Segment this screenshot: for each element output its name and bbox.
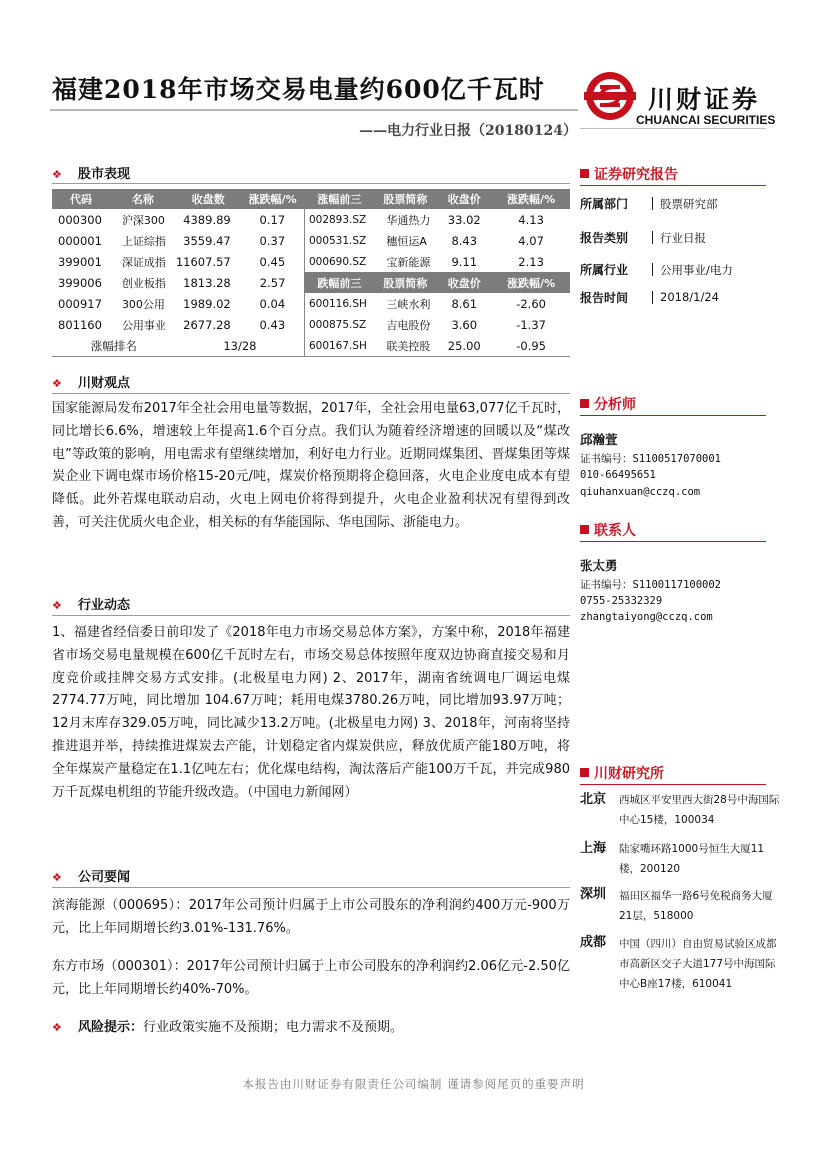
section-company-label: 公司要闻: [78, 870, 131, 885]
table-row: [52, 230, 570, 251]
contact-phone: 0755-25332329: [580, 595, 663, 607]
square-bullet-icon: [580, 768, 589, 777]
section-view-heading: [52, 372, 130, 390]
rank-value: 13/28: [176, 335, 305, 357]
page-footer: 本报告由川财证券有限责任公司编制 谨请参阅尾页的重要声明: [242, 1077, 585, 1091]
office-address: 西城区平安里西大街28号中海国际中心15楼，100034: [619, 794, 780, 826]
report-subtitle: ——电力行业日报（20180124）: [359, 123, 577, 139]
contact-email[interactable]: zhangtaiyong@cczq.com: [580, 611, 713, 623]
diamond-bullet-icon: ❖: [52, 599, 62, 612]
office-address: 中国（四川）自由贸易试验区成都市高新区交子大道177号中海国际中心B座17楼，610041: [619, 938, 777, 990]
risk-warning: [52, 1016, 403, 1035]
sidebar-divider: [580, 415, 766, 416]
sidebar-contact-heading: [580, 520, 636, 540]
table-header-row: [52, 189, 570, 209]
table-cell: -1.37: [516, 317, 546, 332]
chuancai-logo-icon: [580, 70, 640, 122]
table-header: 涨跌幅/%: [492, 189, 570, 209]
section-divider: [52, 183, 570, 184]
table-header: 收盘价: [436, 189, 492, 209]
risk-text: 行业政策实施不及预期；电力需求不及预期。: [143, 1020, 404, 1035]
table-cell: 600167.SH: [304, 335, 374, 357]
report-title: 福建2018年市场交易电量约600亿千瓦时: [52, 75, 545, 104]
analyst-cert: 证书编号：S1100517070001: [580, 453, 722, 465]
office-city: 北京: [580, 792, 607, 807]
table-header: 收盘数: [176, 189, 241, 209]
table-cell: 三峡水利: [386, 297, 431, 311]
table-cell: 0.43: [259, 317, 286, 332]
table-cell: 002893.SZ: [304, 209, 374, 230]
table-cell: 公用事业: [121, 318, 166, 332]
table-cell: 沪深300: [121, 213, 165, 227]
table-cell: 3.60: [451, 317, 478, 332]
office-address: 陆家嘴环路1000号恒生大厦11楼，200120: [619, 843, 765, 875]
sidebar-analyst-heading: [580, 394, 636, 414]
meta-value: 股票研究部: [660, 197, 718, 211]
table-cell: 25.00: [436, 335, 492, 357]
table-cell: 000917: [58, 296, 102, 311]
table-row: [52, 335, 570, 357]
table-row: [52, 251, 570, 272]
table-cell: 0.17: [259, 212, 286, 227]
meta-key: 报告时间: [580, 291, 629, 305]
meta-key: 所属行业: [580, 263, 629, 277]
table-cell: -0.95: [492, 335, 570, 357]
meta-value: 公用事业/电力: [660, 263, 733, 277]
table-cell: 0.04: [259, 296, 286, 311]
table-cell: 华通热力: [386, 213, 431, 227]
table-row: [52, 272, 570, 293]
table-cell: 000300: [58, 212, 102, 227]
section-divider: [52, 393, 570, 394]
table-cell: 8.61: [451, 296, 478, 311]
sidebar-institute-heading: [580, 763, 664, 783]
analyst-phone: 010-66495651: [580, 469, 656, 481]
meta-separator: [652, 291, 653, 304]
table-cell: 创业板指: [121, 276, 166, 290]
meta-value: 2018/1/24: [660, 290, 719, 304]
meta-separator: [652, 197, 653, 210]
table-cell: 11607.57: [175, 254, 231, 269]
sidebar-divider: [580, 185, 766, 186]
table-row: [52, 209, 570, 230]
office-city: 成都: [580, 935, 607, 950]
diamond-bullet-icon: ❖: [52, 168, 62, 181]
logo-divider: [580, 128, 766, 129]
table-row: [52, 293, 570, 314]
sidebar-divider: [580, 784, 766, 785]
table-cell: 3559.47: [183, 233, 231, 248]
section-divider: [52, 615, 570, 616]
risk-label: 风险提示：: [78, 1020, 144, 1035]
table-cell: 000875.SZ: [304, 314, 374, 335]
table-cell: 穗恒运A: [386, 234, 427, 248]
table-header: 股票简称: [374, 189, 436, 209]
office-city: 深圳: [580, 887, 607, 902]
industry-paragraph: 1、福建省经信委日前印发了《2018年电力市场交易总体方案》，方案中称，2018年福建省市场交易电量规模在600亿千瓦时左右，市场交易总体按照年度双边协商直接交易和月度竞价或挂牌交易方式安排。(北极星电力网) 2、2017年，湖南省统调电厂调运电煤 2774.77万吨，同比增加 104.67万吨；耗用电煤3780.26万吨，同比增加93.97万吨；12月末库存329.05万吨，同比减少13.2万吨。(北极星电力网) 3、2018年，河南将坚持推进退并举，持续推进煤炭去产能，计划稳定省内煤炭供应，释放优质产能180万吨，将全年煤炭产量稳定在1.1亿吨左右；优化煤电结构，淘汰落后产能100万千瓦，并完成980万千瓦煤电机组的节能升级改造。（中国电力新闻网）: [52, 625, 570, 800]
market-table: [52, 189, 570, 357]
table-cell: 2.57: [259, 275, 286, 290]
table-cell: 399001: [58, 254, 102, 269]
table-row: [52, 314, 570, 335]
section-divider: [52, 887, 570, 888]
square-bullet-icon: [580, 169, 589, 178]
table-cell: 2677.28: [183, 317, 231, 332]
table-header: 代码: [52, 189, 110, 209]
sidebar-divider: [580, 541, 766, 542]
analyst-name: 邱瀚萱: [580, 432, 618, 447]
section-industry-label: 行业动态: [78, 598, 131, 613]
header-divider: [50, 109, 578, 111]
table-cell: 4389.89: [183, 212, 231, 227]
analyst-email[interactable]: qiuhanxuan@cczq.com: [580, 486, 701, 498]
rank-label: 涨幅排名: [52, 335, 176, 357]
table-cell: 1813.28: [183, 275, 231, 290]
diamond-bullet-icon: ❖: [52, 1021, 62, 1034]
table-cell: 000690.SZ: [304, 251, 374, 272]
table-cell: 宝新能源: [386, 255, 431, 269]
section-market-label: 股市表现: [78, 167, 131, 182]
meta-key: 报告类别: [580, 231, 629, 245]
table-cell: 000001: [58, 233, 102, 248]
table-cell: 000531.SZ: [304, 230, 374, 251]
table-cell: 600116.SH: [304, 293, 374, 314]
sidebar-contact-label: 联系人: [594, 523, 636, 539]
office-city: 上海: [580, 841, 607, 856]
table-cell: 吉电股份: [386, 318, 431, 332]
table-header: 涨幅前三: [304, 189, 374, 209]
table-cell: 4.13: [518, 212, 544, 227]
table-cell: 399006: [58, 275, 102, 290]
office-address: 福田区福华一路6号免税商务大厦21层，518000: [619, 890, 773, 922]
table-cell: 2.13: [518, 254, 544, 269]
meta-separator: [652, 231, 653, 244]
table-cell: 0.45: [259, 254, 286, 269]
section-company-heading: [52, 866, 130, 884]
meta-separator: [652, 263, 653, 276]
section-industry-heading: [52, 594, 130, 612]
table-cell: 0.37: [259, 233, 286, 248]
table-cell: 1989.02: [183, 296, 231, 311]
table-cell: 8.43: [451, 233, 478, 248]
table-cell: 上证综指: [121, 234, 166, 248]
table-header: 名称: [110, 189, 176, 209]
company-news-1: 滨海能源（000695）：2017年公司预计归属于上市公司股东的净利润约400万元-900万元，比上年同期增长约3.01%-131.76%。: [52, 898, 570, 936]
table-cell: 联美控股: [374, 335, 436, 357]
sidebar-analyst-label: 分析师: [594, 397, 636, 413]
company-news-2: 东方市场（000301）：2017年公司预计归属于上市公司股东的净利润约2.06亿元-2.50亿元，比上年同期增长约40%-70%。: [52, 959, 570, 997]
sidebar-report-heading: [580, 164, 678, 184]
table-subheader: 收盘价: [436, 272, 492, 293]
table-cell: 300公用: [121, 297, 165, 311]
table-cell: 9.11: [451, 254, 478, 269]
square-bullet-icon: [580, 525, 589, 534]
table-cell: 801160: [58, 317, 102, 332]
table-cell: 4.07: [518, 233, 544, 248]
table-cell: -2.60: [516, 296, 546, 311]
brand-name-en: CHUANCAI SECURITIES: [636, 113, 776, 127]
table-header: 涨跌幅/%: [241, 189, 305, 209]
section-market-heading: [52, 163, 130, 181]
table-subheader: 股票简称: [374, 272, 436, 293]
meta-key: 所属部门: [580, 197, 629, 211]
meta-value: 行业日报: [660, 231, 706, 245]
table-subheader: 跌幅前三: [304, 272, 374, 293]
diamond-bullet-icon: ❖: [52, 377, 62, 390]
brand-name-cn: 川财证券: [648, 85, 761, 114]
contact-name: 张太勇: [580, 558, 618, 573]
sidebar-report-label: 证券研究报告: [594, 167, 678, 183]
table-subheader: 涨跌幅/%: [492, 272, 570, 293]
contact-cert: 证书编号：S1100117100002: [580, 579, 722, 591]
diamond-bullet-icon: ❖: [52, 871, 62, 884]
table-cell: 深证成指: [121, 255, 166, 269]
sidebar-institute-label: 川财研究所: [594, 766, 664, 782]
section-view-label: 川财观点: [78, 376, 131, 391]
table-cell: 33.02: [447, 212, 481, 227]
square-bullet-icon: [580, 399, 589, 408]
view-paragraph: 国家能源局发布2017年全社会用电量等数据，2017年，全社会用电量63,077亿千瓦时，同比增长6.6%，增速较上年提高1.6个百分点。我们认为随着经济增速的回暖以及“煤改电”等政策的影响，用电需求有望继续增加，利好电力行业。近期同煤集团、晋煤集团等煤炭企业下调电煤市场价格15-20元/吨，煤炭价格预期将企稳回落，火电企业度电成本有望降低。此外若煤电联动启动，火电上网电价将得到提升，火电企业盈利状况有望得到改善，可关注优质火电企业，相关标的有华能国际、华电国际、浙能电力。: [52, 401, 570, 530]
